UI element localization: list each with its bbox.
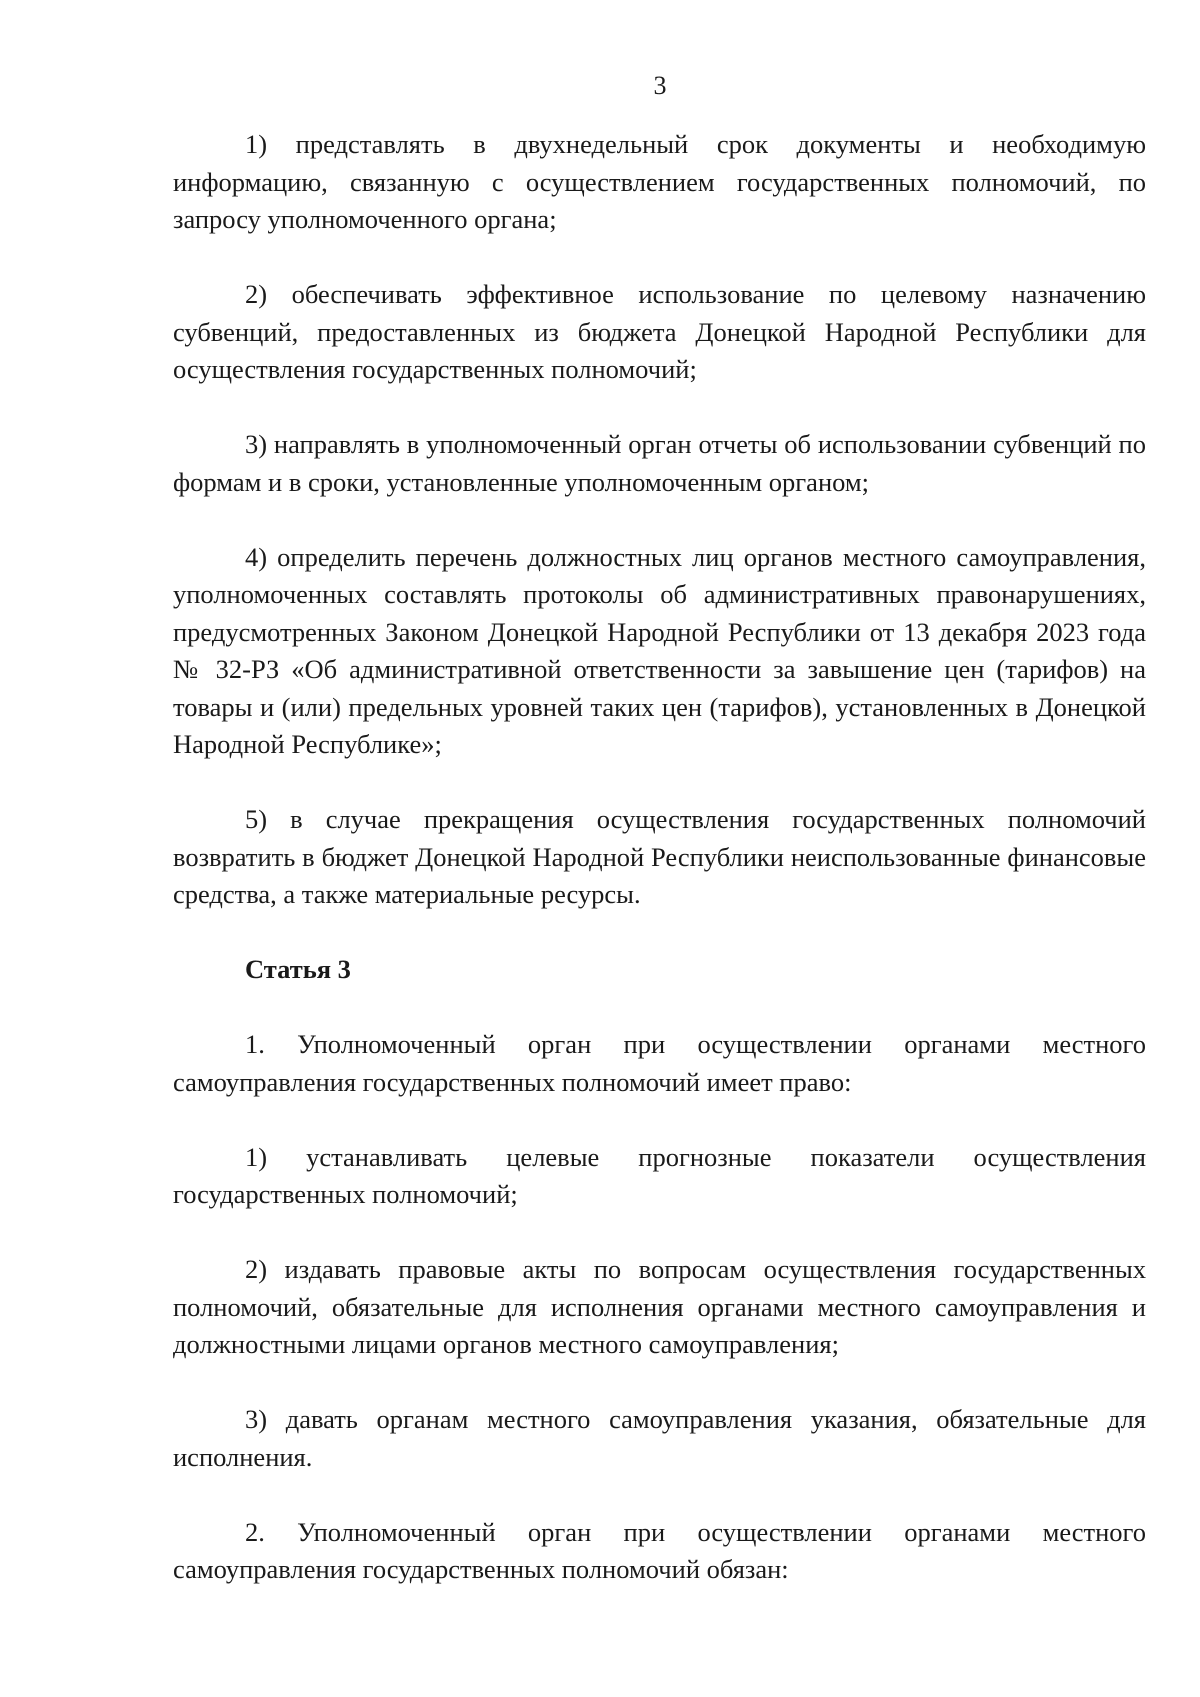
paragraph-article3-clause-1: 1. Уполномоченный орган при осуществлении органами местного самоуправления государственных полномочий имеет право: xyxy=(173,1029,1146,1097)
paragraph-right-3: 3) давать органам местного самоуправления указания, обязательные для исполнения. xyxy=(173,1404,1146,1472)
paragraph-obligation-1: 1) представлять в двухнедельный срок документы и необходимую информацию, связанную с осуществлением государственных полномочий, по запросу уполномоченного органа; xyxy=(173,129,1146,234)
paragraph-obligation-4: 4) определить перечень должностных лиц органов местного самоуправления, уполномоченных составлять протоколы об административных правонарушениях, предусмотренных Законом Донецкой Народной Республики от 13 декабря 2023 года № 32-РЗ «Об административной ответственности за завышение цен (тарифов) на товары и (или) предельных уровней таких цен (тарифов), установленных в Донецкой Народной Республике»; xyxy=(173,541,1146,759)
paragraph-obligation-2: 2) обеспечивать эффективное использование по целевому назначению субвенций, предоставленных из бюджета Донецкой Народной Республики для осуществления государственных полномочий; xyxy=(173,279,1146,384)
article-heading: Статья 3 xyxy=(245,954,351,984)
paragraph-obligation-5: 5) в случае прекращения осуществления государственных полномочий возвратить в бюджет Донецкой Народной Республики неиспользованные финансовые средства, а также материальные ресурсы. xyxy=(173,804,1146,909)
paragraph-right-2: 2) издавать правовые акты по вопросам осуществления государственных полномочий, обязательные для исполнения органами местного самоуправления и должностными лицами органов местного самоуправления; xyxy=(173,1254,1146,1359)
page-number: 3 xyxy=(653,71,667,100)
paragraph-right-1: 1) устанавливать целевые прогнозные показатели осуществления государственных полномочий; xyxy=(173,1141,1146,1209)
document-body xyxy=(173,126,1146,1626)
paragraph-obligation-3: 3) направлять в уполномоченный орган отчеты об использовании субвенций по формам и в сроки, установленные уполномоченным органом; xyxy=(173,429,1146,497)
paragraph-article3-clause-2: 2. Уполномоченный орган при осуществлении органами местного самоуправления государственных полномочий обязан: xyxy=(173,1516,1146,1584)
